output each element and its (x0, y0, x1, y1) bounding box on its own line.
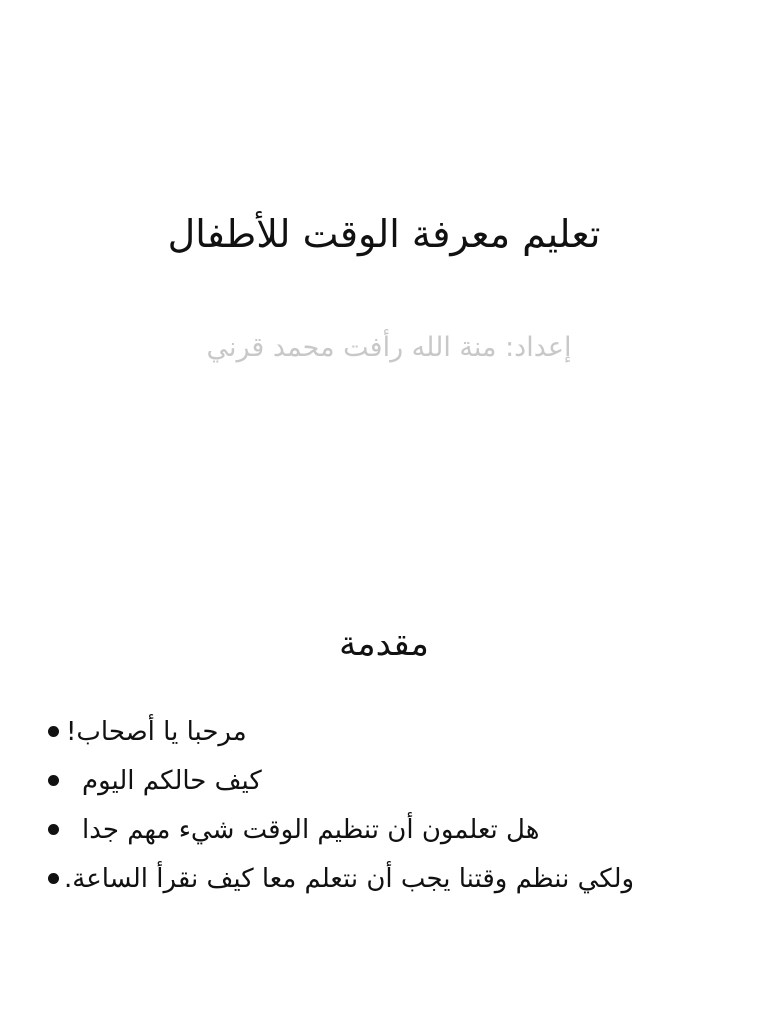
intro-slide (0, 512, 768, 1024)
bullet-text: كيف حالكم اليوم (82, 766, 262, 796)
list-item (0, 759, 768, 808)
list-item (0, 808, 768, 857)
bullet-icon (48, 775, 59, 786)
bullet-list (0, 710, 768, 906)
bullet-icon (48, 873, 59, 884)
section-heading: مقدمة (339, 624, 429, 664)
presentation-title: تعليم معرفة الوقت للأطفال (167, 212, 601, 256)
bullet-text: ولكي ننظم وقتنا يجب أن نتعلم معا كيف نقرأ الساعة. (64, 864, 635, 894)
bullet-icon (48, 726, 59, 737)
bullet-text: مرحبا يا أصحاب! (66, 717, 247, 747)
bullet-text: هل تعلمون أن تنظيم الوقت شيء مهم جدا (82, 815, 540, 845)
list-item (0, 710, 768, 759)
bullet-icon (48, 824, 59, 835)
list-item (0, 857, 768, 906)
author-subtitle: إعداد: منة الله رأفت محمد قرني (206, 332, 572, 363)
